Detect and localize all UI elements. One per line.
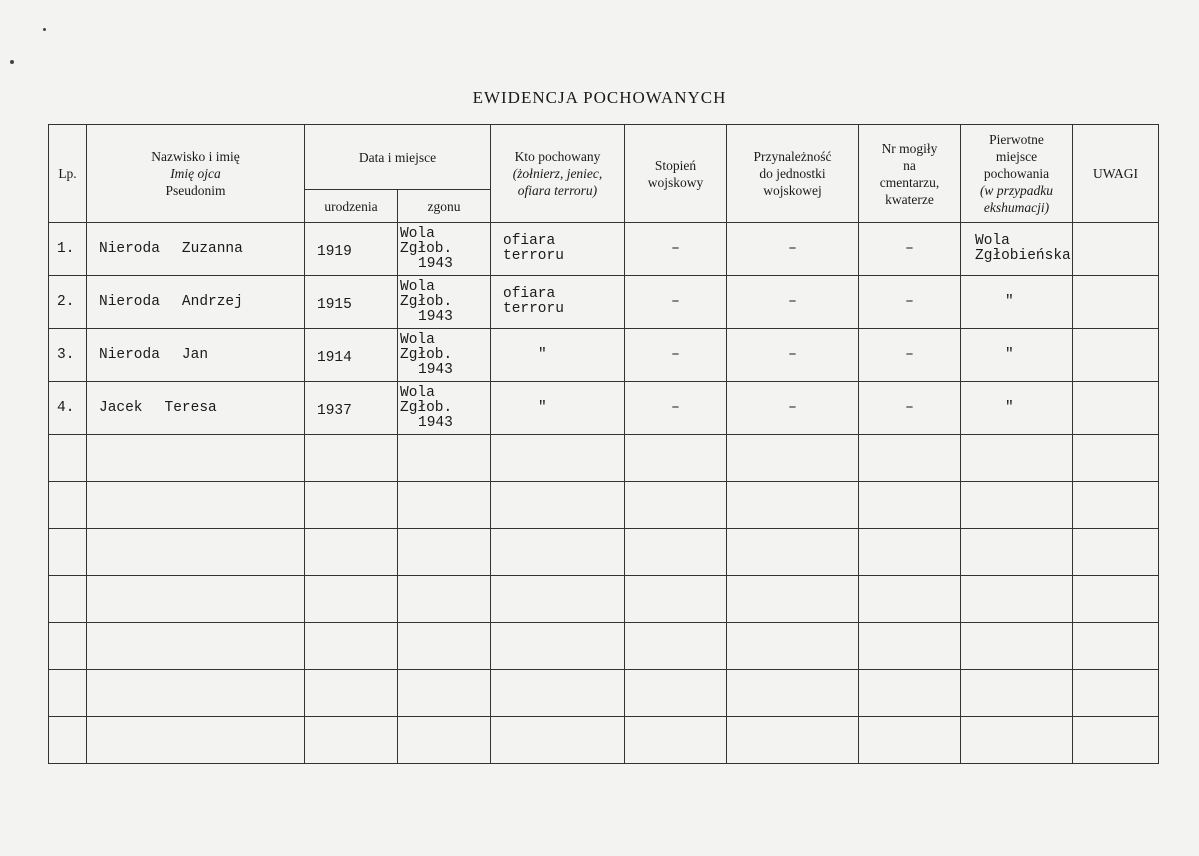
empty-cell <box>727 576 859 623</box>
row-name <box>87 382 305 435</box>
col-zgonu: zgonu <box>398 190 491 223</box>
burial-register-table <box>48 124 1159 764</box>
empty-row <box>49 529 1159 576</box>
row-surname: Nieroda <box>99 241 160 257</box>
empty-cell <box>961 670 1073 717</box>
row-przynaleznosc: – <box>727 276 859 329</box>
row-pierwotne <box>961 329 1073 382</box>
col-przyn-line2: do jednostki <box>759 166 826 181</box>
row-kto <box>491 382 625 435</box>
row-przynaleznosc: – <box>727 223 859 276</box>
empty-cell <box>491 670 625 717</box>
empty-cell <box>961 623 1073 670</box>
row-name <box>87 276 305 329</box>
col-kto-line1: Kto pochowany <box>514 149 601 164</box>
row-lp: 3. <box>49 329 87 382</box>
empty-cell <box>305 670 398 717</box>
row-kto-line1: " <box>538 399 547 416</box>
page-title: EWIDENCJA POCHOWANYCH <box>472 88 727 107</box>
empty-cell <box>49 482 87 529</box>
col-date-place: Data i miejsce <box>305 125 491 190</box>
col-nr-mogily <box>859 125 961 223</box>
row-born: 1914 <box>305 329 398 382</box>
empty-cell <box>1073 670 1159 717</box>
empty-cell <box>727 435 859 482</box>
col-przyn-line3: wojskowej <box>763 183 822 198</box>
empty-cell <box>961 576 1073 623</box>
empty-cell <box>727 717 859 764</box>
empty-cell <box>625 482 727 529</box>
row-death-year: 1943 <box>418 255 453 272</box>
row-death-place: Wola Zgłob. <box>400 384 453 416</box>
register-body <box>49 223 1159 764</box>
scan-speck <box>10 60 14 64</box>
row-lp: 1. <box>49 223 87 276</box>
empty-cell <box>859 670 961 717</box>
empty-cell <box>491 576 625 623</box>
col-lp: Lp. <box>49 125 87 223</box>
empty-cell <box>49 529 87 576</box>
empty-cell <box>961 435 1073 482</box>
empty-cell <box>625 529 727 576</box>
row-nr: – <box>859 329 961 382</box>
empty-cell <box>625 435 727 482</box>
col-pierw-line3: pochowania <box>983 166 1050 181</box>
row-death <box>398 276 491 329</box>
row-kto-line2: terroru <box>503 248 564 264</box>
row-born: 1937 <box>305 382 398 435</box>
empty-cell <box>727 529 859 576</box>
col-przyn-line1: Przynależność <box>753 149 832 164</box>
empty-cell <box>398 576 491 623</box>
empty-row <box>49 435 1159 482</box>
row-uwagi <box>1073 329 1159 382</box>
empty-row <box>49 482 1159 529</box>
empty-cell <box>305 435 398 482</box>
empty-cell <box>961 529 1073 576</box>
col-stopien-line1: Stopień <box>654 157 697 173</box>
col-stopien <box>625 125 727 223</box>
row-death-year: 1943 <box>418 308 453 325</box>
empty-cell <box>625 717 727 764</box>
row-przynaleznosc: – <box>727 329 859 382</box>
empty-cell <box>961 482 1073 529</box>
scan-speck <box>43 28 46 31</box>
empty-cell <box>625 670 727 717</box>
empty-cell <box>398 717 491 764</box>
empty-cell <box>1073 529 1159 576</box>
row-name <box>87 329 305 382</box>
col-stopien-line2: wojskowy <box>647 174 704 190</box>
row-surname: Nieroda <box>99 294 160 310</box>
empty-cell <box>87 670 305 717</box>
empty-cell <box>859 623 961 670</box>
col-urodzenia: urodzenia <box>305 190 398 223</box>
row-death-year: 1943 <box>418 361 453 378</box>
row-death-year: 1943 <box>418 414 453 431</box>
row-death <box>398 382 491 435</box>
row-born: 1919 <box>305 223 398 276</box>
row-firstname: Zuzanna <box>181 241 243 257</box>
empty-cell <box>305 482 398 529</box>
row-pierwotne <box>961 223 1073 276</box>
col-nr-line4: kwaterze <box>885 191 934 207</box>
row-stopien: – <box>625 276 727 329</box>
row-pierwotne-line1: " <box>1005 399 1014 416</box>
empty-cell <box>87 576 305 623</box>
empty-cell <box>859 717 961 764</box>
header-row <box>49 125 1159 190</box>
row-death-place: Wola Zgłob. <box>400 278 453 310</box>
empty-cell <box>1073 576 1159 623</box>
empty-cell <box>305 717 398 764</box>
row-kto-line1: " <box>538 346 547 363</box>
empty-cell <box>491 435 625 482</box>
empty-cell <box>727 482 859 529</box>
empty-cell <box>859 435 961 482</box>
table-row <box>49 382 1159 435</box>
empty-cell <box>1073 623 1159 670</box>
col-name-line1: Nazwisko i imię <box>151 149 240 164</box>
row-nr: – <box>859 276 961 329</box>
table-row <box>49 329 1159 382</box>
empty-cell <box>305 623 398 670</box>
col-nr-line3: cmentarzu, <box>879 174 940 190</box>
row-pierwotne-line1: " <box>1005 346 1014 363</box>
col-name-line2: Imię ojca <box>170 166 221 181</box>
empty-cell <box>625 623 727 670</box>
row-firstname: Teresa <box>164 400 217 416</box>
row-kto <box>491 276 625 329</box>
row-uwagi <box>1073 382 1159 435</box>
col-kto-line2: (żołnierz, jeniec, <box>512 166 603 181</box>
row-uwagi <box>1073 276 1159 329</box>
empty-row <box>49 670 1159 717</box>
empty-cell <box>305 529 398 576</box>
col-pierw-line1: Pierwotne <box>989 132 1044 147</box>
empty-row <box>49 717 1159 764</box>
empty-cell <box>398 482 491 529</box>
empty-cell <box>87 623 305 670</box>
empty-cell <box>1073 435 1159 482</box>
empty-cell <box>727 670 859 717</box>
col-name-line3: Pseudonim <box>165 183 226 198</box>
row-pierwotne <box>961 276 1073 329</box>
row-przynaleznosc: – <box>727 382 859 435</box>
empty-cell <box>491 529 625 576</box>
row-stopien: – <box>625 223 727 276</box>
empty-cell <box>491 623 625 670</box>
empty-cell <box>859 576 961 623</box>
empty-cell <box>87 435 305 482</box>
empty-cell <box>398 435 491 482</box>
row-lp: 4. <box>49 382 87 435</box>
col-pierw-line4: (w przypadku <box>979 183 1054 198</box>
empty-cell <box>625 576 727 623</box>
row-firstname: Andrzej <box>181 294 243 310</box>
empty-cell <box>49 623 87 670</box>
empty-cell <box>49 717 87 764</box>
col-pierw-line5: ekshumacji) <box>983 200 1050 215</box>
empty-cell <box>1073 717 1159 764</box>
empty-cell <box>49 670 87 717</box>
empty-cell <box>87 717 305 764</box>
empty-cell <box>859 482 961 529</box>
empty-cell <box>398 529 491 576</box>
col-przynaleznosc <box>727 125 859 223</box>
empty-cell <box>961 717 1073 764</box>
row-uwagi <box>1073 223 1159 276</box>
col-pierwotne <box>961 125 1073 223</box>
row-kto-line2: terroru <box>503 301 564 317</box>
col-kto-line3: ofiara terroru) <box>517 183 598 198</box>
col-kto <box>491 125 625 223</box>
row-kto-line1: ofiara <box>503 286 556 302</box>
empty-cell <box>727 623 859 670</box>
row-stopien: – <box>625 329 727 382</box>
empty-row <box>49 576 1159 623</box>
empty-cell <box>87 529 305 576</box>
row-nr: – <box>859 382 961 435</box>
empty-cell <box>859 529 961 576</box>
empty-cell <box>398 623 491 670</box>
empty-row <box>49 623 1159 670</box>
empty-cell <box>1073 482 1159 529</box>
row-stopien: – <box>625 382 727 435</box>
empty-cell <box>49 576 87 623</box>
row-surname: Nieroda <box>99 347 160 363</box>
row-born: 1915 <box>305 276 398 329</box>
empty-cell <box>491 482 625 529</box>
table-row <box>49 223 1159 276</box>
row-kto-line1: ofiara <box>503 233 556 249</box>
col-name <box>87 125 305 223</box>
empty-cell <box>398 670 491 717</box>
row-surname: Jacek <box>99 400 143 416</box>
col-nr-line2: na <box>903 157 916 173</box>
row-death-place: Wola Zgłob. <box>400 225 453 257</box>
row-kto <box>491 329 625 382</box>
row-firstname: Jan <box>181 347 209 363</box>
row-death <box>398 223 491 276</box>
row-pierwotne-line1: Wola <box>975 233 1010 249</box>
row-pierwotne <box>961 382 1073 435</box>
col-uwagi: UWAGI <box>1073 125 1159 223</box>
row-death <box>398 329 491 382</box>
col-pierw-line2: miejsce <box>995 149 1038 164</box>
col-nr-line1: Nr mogiły <box>881 140 938 156</box>
empty-cell <box>491 717 625 764</box>
row-kto <box>491 223 625 276</box>
empty-cell <box>87 482 305 529</box>
empty-cell <box>49 435 87 482</box>
empty-cell <box>305 576 398 623</box>
row-nr: – <box>859 223 961 276</box>
table-row <box>49 276 1159 329</box>
row-pierwotne-line1: " <box>1005 293 1014 310</box>
row-death-place: Wola Zgłob. <box>400 331 453 363</box>
row-pierwotne-line2: Zgłobieńska <box>975 248 1071 264</box>
row-lp: 2. <box>49 276 87 329</box>
row-name <box>87 223 305 276</box>
